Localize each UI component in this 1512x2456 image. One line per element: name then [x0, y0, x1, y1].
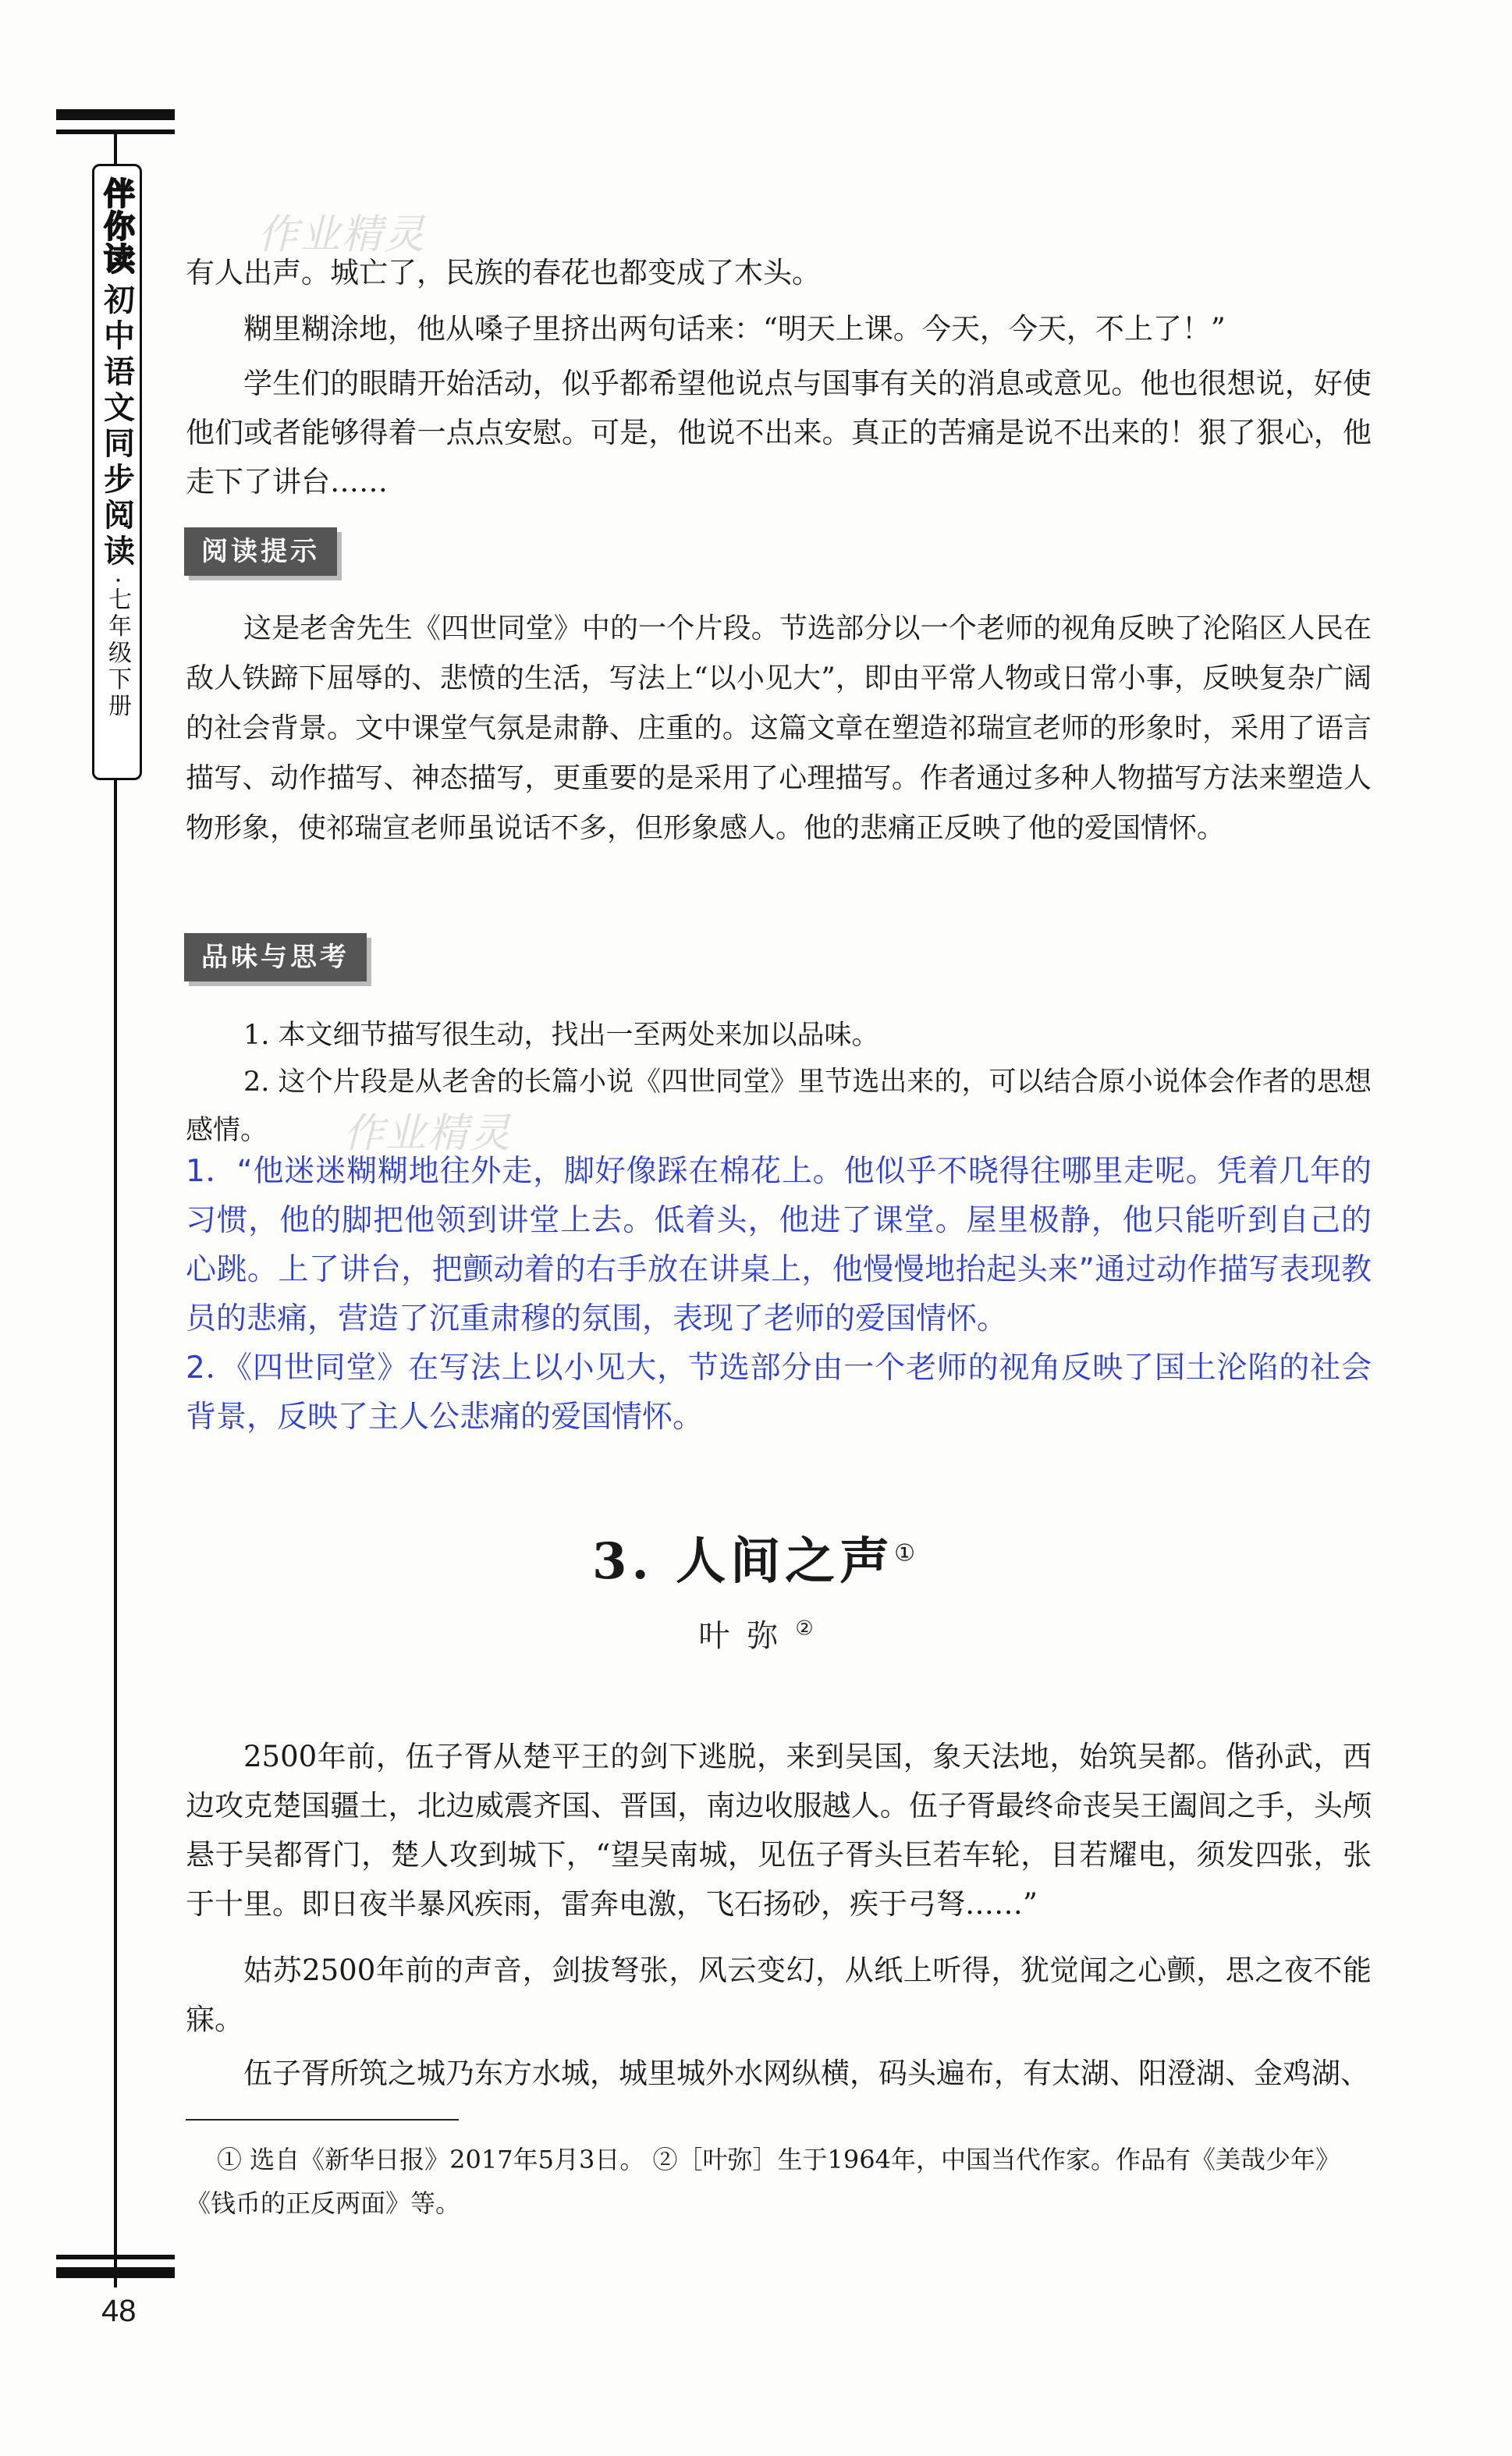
footnotes: ① 选自《新华日报》2017年5月3日。 ②［叶弥］生于1964年，中国当代作家。作品有《美哉少年》《钱币的正反两面》等。: [186, 2145, 1340, 2218]
footnote-divider: [186, 2119, 459, 2121]
article-paragraph-3: 伍子胥所筑之城乃东方水城，城里城外水网纵横，码头遍布，有太湖、阳澄湖、金鸡湖、: [243, 2057, 1369, 2090]
top-rule-thick: [56, 109, 175, 120]
reading-tip-text: 这是老舍先生《四世同堂》中的一个片段。节选部分以一个老师的视角反映了沦陷区人民在敌人铁蹄下屈辱的、悲愤的生活，写法上“以小见大”，即由平常人物或日常小事，反映复杂广阔的社会背景。文中课堂气氛是肃静、庄重的。这篇文章在塑造祁瑞宣老师的形象时，采用了语言描写、动作描写、神态描写，更重要的是采用了心理描写。作者通过多种人物描写方法来塑造人物形象，使祁瑞宣老师虽说话不多，但形象感人。他的悲痛正反映了他的爱国情怀。: [186, 612, 1372, 844]
series-logo: 伴你读: [98, 177, 135, 275]
series-title: 初中语文同步阅读: [98, 283, 135, 570]
grade-label: ·七年级下册: [104, 577, 131, 720]
book-series-sidebar: [92, 164, 142, 780]
story-paragraph-2: 糊里糊涂地，他从嗓子里挤出两句话来：“明天上课。今天，今天，不上了！”: [243, 312, 1226, 346]
author-footnote-mark: ②: [795, 1617, 814, 1641]
article-title-text: 3. 人间之声: [592, 1532, 895, 1591]
article-paragraph-2: 姑苏2500年前的声音，剑拔弩张，风云变幻，从纸上听得，犹觉闻之心颤，思之夜不能寐。: [186, 1954, 1372, 2036]
answer-2: 2．《四世同堂》在写法上以小见大，节选部分由一个老师的视角反映了国土沦陷的社会背景，反映了主人公悲痛的爱国情怀。: [186, 1350, 1372, 1435]
author-name: 叶弥: [698, 1618, 796, 1654]
article-author: [0, 1611, 1512, 1656]
story-paragraph-3: 学生们的眼睛开始活动，似乎都希望他说点与国事有关的消息或意见。他也很想说，好使他们或者能够得着一点点安慰。可是，他说不出来。真正的苦痛是说不出来的！狠了狠心，他走下了讲台……: [186, 367, 1372, 499]
watermark: 作业精灵: [343, 1110, 513, 1157]
answer-1: 1．“他迷迷糊糊地往外走，脚好像踩在棉花上。他似乎不晓得往哪里走呢。凭着几年的习惯，他的脚把他领到讲堂上去。低着头，他进了课堂。屋里极静，他只能听到自己的心跳。上了讲台，把颤动着的右手放在讲桌上，他慢慢地抬起头来”通过动作描写表现教员的悲痛，营造了沉重肃穆的氛围，表现了老师的爱国情怀。: [186, 1154, 1372, 1336]
question-1: 1. 本文细节描写很生动，找出一至两处来加以品味。: [243, 1020, 879, 1051]
page-number: 48: [101, 2294, 137, 2328]
watermark: 作业精灵: [257, 211, 427, 258]
story-paragraph-1: 有人出声。城亡了，民族的春花也都变成了木头。: [186, 256, 821, 289]
think-heading: 品味与思考: [184, 933, 367, 981]
reading-tip-heading: 阅读提示: [184, 527, 337, 576]
bottom-rule-thin: [56, 2255, 175, 2259]
article-paragraph-1: 2500年前，伍子胥从楚平王的剑下逃脱，来到吴国，象天法地，始筑吴都。偕孙武，西边攻克楚国疆土，北边威震齐国、晋国，南边收服越人。伍子胥最终命丧吴王阖闾之手，头颅悬于吴都胥门，楚人攻到城下，“望吴南城，见伍子胥头巨若车轮，目若耀电，须发四张，张于十里。即日夜半暴风疾雨，雷奔电激，飞石扬砂，疾于弓弩……”: [186, 1740, 1372, 1921]
article-title: [0, 1521, 1512, 1593]
question-2: 2. 这个片段是从老舍的长篇小说《四世同堂》里节选出来的，可以结合原小说体会作者的思想感情。: [186, 1067, 1372, 1146]
bottom-rule-thick: [56, 2267, 175, 2278]
title-footnote-mark: ①: [894, 1539, 920, 1567]
